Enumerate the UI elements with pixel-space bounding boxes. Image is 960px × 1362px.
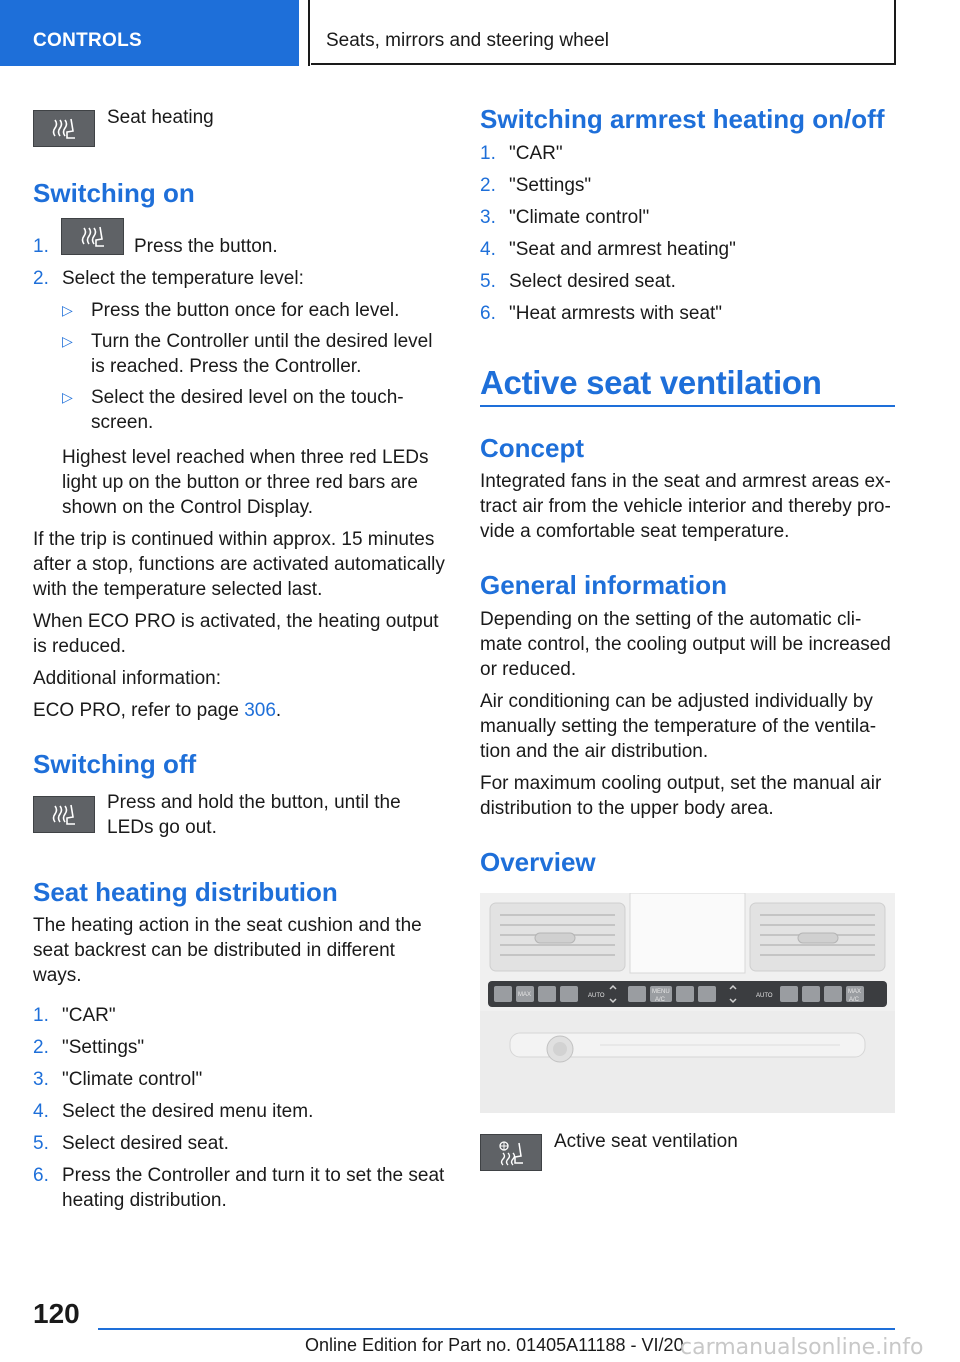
- list-item: 5. Select desired seat.: [480, 271, 676, 292]
- armrest-heating-heading: Switching armrest heating on/off: [480, 104, 885, 134]
- highest-level-note: Highest level reached when three red LEDs light up on the button or three red bars are shown on the Control Display.: [62, 447, 429, 518]
- seat-ventilation-label: Active seat ventilation: [554, 1131, 738, 1152]
- footer-rule: [98, 1328, 895, 1330]
- section-rule: [480, 405, 895, 407]
- watermark: carmanualsonline.info: [680, 1335, 924, 1360]
- list-item: 1. "CAR": [480, 143, 563, 164]
- list-item: 6. Press the Controller and turn it to set the seat heating distribution.: [33, 1165, 445, 1211]
- seat-heating-icon: [33, 110, 95, 147]
- armrest-steps: [480, 141, 895, 333]
- switching-on-heading: Switching on: [33, 178, 195, 208]
- list-item: 2. "Settings": [480, 175, 592, 196]
- step-text: Press the button.: [134, 236, 278, 257]
- panel-label: MAX: [848, 989, 862, 995]
- eco-pro-note: When ECO PRO is activated, the heating output is reduced.: [33, 611, 439, 657]
- list-item: 1. "CAR": [33, 1005, 116, 1026]
- general-info-p1: Depending on the setting of the automatic cli-mate control, the cooling output will be increased or reduced.: [480, 609, 891, 680]
- distribution-steps: [33, 1003, 448, 1220]
- additional-info-label: Additional information:: [33, 668, 221, 689]
- concept-heading: Concept: [480, 433, 584, 463]
- header-section-label: CONTROLS: [33, 30, 143, 51]
- eco-pro-reference: ECO PRO, refer to page 306.: [33, 700, 282, 721]
- overview-heading: Overview: [480, 847, 596, 877]
- panel-label: MAX: [518, 992, 532, 998]
- step-number: 1.: [33, 236, 49, 257]
- switching-off-heading: Switching off: [33, 749, 197, 779]
- active-seat-ventilation-title: Active seat ventilation: [480, 364, 822, 401]
- header-section-tab[interactable]: [0, 0, 299, 66]
- general-info-p2: Air conditioning can be adjusted individually by manually setting the temperature of the ventila-tion and the air distribution.: [480, 691, 877, 762]
- switching-off-text: Press and hold the button, until the LEDs go out.: [107, 792, 401, 838]
- page-number: 120: [33, 1298, 80, 1329]
- bullet-triangle-icon: ▷: [62, 333, 73, 349]
- seat-heating-icon: [61, 218, 124, 255]
- list-item: ▷ Press the button once for each level.: [62, 300, 400, 321]
- list-item: 2. "Settings": [33, 1037, 145, 1058]
- panel-label: AUTO: [756, 993, 773, 999]
- seat-ventilation-icon: [480, 1134, 542, 1171]
- bullet-triangle-icon: ▷: [62, 302, 73, 318]
- header-chapter-label: Seats, mirrors and steering wheel: [326, 30, 610, 51]
- climate-control-panel-image: [480, 893, 895, 1113]
- concept-text: Integrated fans in the seat and armrest areas ex-tract air from the vehicle interior and thereby pro-vide a comfortable seat temperature.: [480, 471, 891, 542]
- panel-label: AUTO: [588, 993, 605, 999]
- temperature-level-options: [62, 298, 447, 441]
- list-item: 3. "Climate control": [480, 207, 650, 228]
- step-text: Select the temperature level:: [62, 268, 304, 289]
- seat-heating-label: Seat heating: [107, 107, 214, 128]
- panel-label: A/C: [655, 997, 666, 1003]
- bullet-triangle-icon: ▷: [62, 389, 73, 405]
- header-divider: [308, 0, 310, 66]
- list-item: 3. "Climate control": [33, 1069, 203, 1090]
- distribution-intro: The heating action in the seat cushion and the seat backrest can be distributed in different ways.: [33, 915, 422, 986]
- list-item: 5. Select desired seat.: [33, 1133, 229, 1154]
- list-item: ▷ Turn the Controller until the desired level is reached. Press the Controller.: [62, 331, 433, 377]
- general-information-heading: General information: [480, 570, 728, 600]
- step-number: 2.: [33, 268, 49, 289]
- panel-label: A/C: [849, 997, 860, 1003]
- list-item: ▷ Select the desired level on the touch-screen.: [62, 387, 404, 433]
- footer-edition: Online Edition for Part no. 01405A11188 - VI/20: [305, 1335, 684, 1355]
- general-info-p3: For maximum cooling output, set the manual air distribution to the upper body area.: [480, 773, 882, 819]
- header-chapter-box: [311, 0, 896, 65]
- panel-label: MENU: [652, 989, 670, 995]
- list-item: 6. "Heat armrests with seat": [480, 303, 723, 324]
- seat-heating-icon: [33, 796, 95, 833]
- page-reference-link[interactable]: 306: [244, 700, 276, 721]
- list-item: 4. Select the desired menu item.: [33, 1101, 314, 1122]
- seat-heating-distribution-heading: Seat heating distribution: [33, 877, 338, 907]
- list-item: 4. "Seat and armrest heating": [480, 239, 736, 260]
- trip-continued-note: If the trip is continued within approx. 15 minutes after a stop, functions are activated automatically with the temperature selected last.: [33, 529, 445, 600]
